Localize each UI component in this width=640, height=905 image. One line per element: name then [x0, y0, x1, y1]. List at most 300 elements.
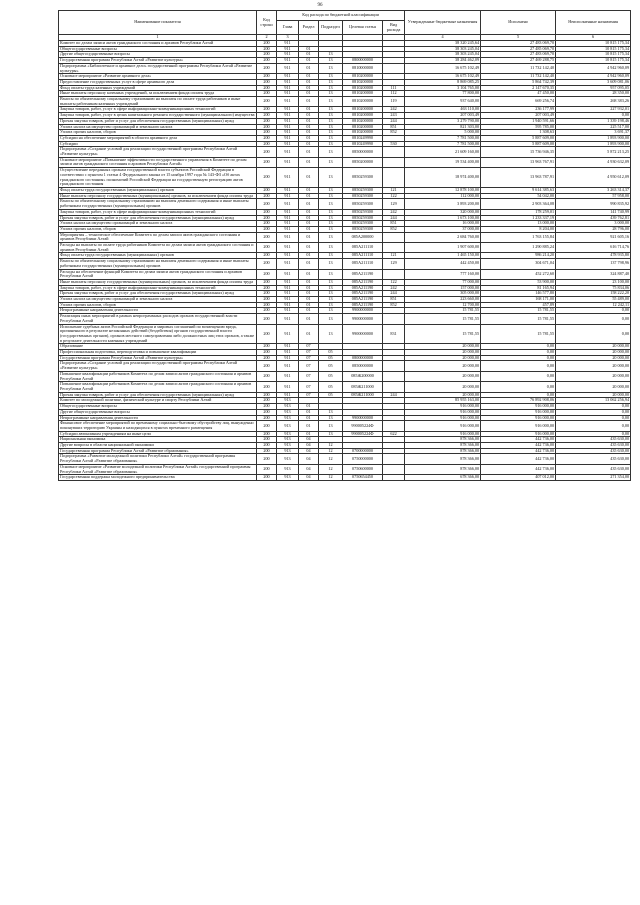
row-approved: 16 675 102,49: [405, 74, 481, 80]
row-executed: 11 732 142,40: [481, 74, 556, 80]
row-unexecuted: 10 815 175,34: [556, 41, 631, 47]
row-razdel: 01: [299, 269, 319, 279]
row-vid: 242: [383, 107, 405, 113]
row-celevaya: 085A211190: [343, 285, 383, 291]
row-podrazdel: 13: [319, 74, 343, 80]
row-vid: 242: [383, 285, 405, 291]
row-glava: 911: [277, 91, 299, 97]
row-vid: [383, 63, 405, 73]
row-name: Непрограммные направления деятельности: [59, 308, 257, 314]
row-celevaya: 085A211110: [343, 259, 383, 269]
row-code: 200: [257, 215, 277, 221]
row-name: Уплата налога на имущество организаций и земельного налога: [59, 124, 257, 130]
row-podrazdel: 13: [319, 193, 343, 199]
row-executed: 442 736,00: [481, 454, 556, 464]
row-code: 200: [257, 135, 277, 141]
row-approved: 1 673 100,00: [405, 215, 481, 221]
row-executed: 452 272,60: [481, 269, 556, 279]
row-razdel: 01: [299, 232, 319, 242]
row-razdel: 04: [299, 443, 319, 449]
row-executed: 0,00: [481, 344, 556, 350]
row-name: Подпрограмма «Создание условий для реализации государственной программы Республики Алтай «Развитие культуры»: [59, 147, 257, 157]
row-podrazdel: 13: [319, 243, 343, 253]
row-razdel: 01: [299, 243, 319, 253]
row-executed: 13 963 787,91: [481, 168, 556, 188]
row-approved: 916 000,00: [405, 421, 481, 431]
row-vid: 119: [383, 97, 405, 107]
row-name: Подпрограмма «Библиотечное и архивное дело» государственной программы Республики Алтай «Развитие культуры»: [59, 63, 257, 73]
header-name: Наименование показателя: [59, 11, 257, 35]
row-approved: 3 104 765,00: [405, 85, 481, 91]
row-name: Комитет по делам записи актов гражданского состояния и архивов Республики Алтай: [59, 41, 257, 47]
row-glava: 911: [277, 259, 299, 269]
row-code: 200: [257, 409, 277, 415]
row-executed: 15 781,55: [481, 314, 556, 324]
row-approved: 12 700,00: [405, 302, 481, 308]
row-unexecuted: 137 798,96: [556, 259, 631, 269]
row-code: 200: [257, 475, 277, 481]
row-podrazdel: 05: [319, 392, 343, 398]
table-row: [59, 63, 631, 73]
table-row: [59, 454, 631, 464]
row-celevaya: 0850000000: [343, 361, 383, 371]
row-razdel: 01: [299, 415, 319, 421]
row-glava: 911: [277, 79, 299, 85]
row-name: Основное мероприятие «Развитие молодежной политики Республики Алтай» государственной программы Республики Алтай «Развитие образования»: [59, 464, 257, 474]
row-code: 200: [257, 168, 277, 188]
row-name: Государственная программа Республики Алтай «Развитие культуры»: [59, 58, 257, 64]
header-podrazdel: Подраздел: [319, 21, 343, 35]
row-approved: 19 534 400,00: [405, 157, 481, 167]
row-celevaya: 0850259300: [343, 193, 383, 199]
row-podrazdel: 13: [319, 232, 343, 242]
row-celevaya: 085A211190: [343, 291, 383, 297]
row-glava: 911: [277, 74, 299, 80]
row-vid: 851: [383, 221, 405, 227]
row-podrazdel: 13: [319, 124, 343, 130]
row-approved: 20 000,00: [405, 361, 481, 371]
row-unexecuted: 12 242,11: [556, 302, 631, 308]
row-celevaya: 0850259300: [343, 226, 383, 232]
row-celevaya: 0800000000: [343, 58, 383, 64]
row-executed: 986 214,20: [481, 253, 556, 259]
row-razdel: 07: [299, 371, 319, 381]
row-glava: 911: [277, 361, 299, 371]
row-approved: 916 000,00: [405, 404, 481, 410]
row-celevaya: 0700000000: [343, 448, 383, 454]
row-name: Осуществление переданных органам государственной власти субъектов Российской Федерации в соответствии с пунктом 1 статьи 4 Федерального закона от 15 ноября 1997 года № 143-ФЗ «Об актах гражданского состояния» полномочий Российской Федерации на государственную регистрацию актов гражданского состояния: [59, 168, 257, 188]
row-glava: 911: [277, 118, 299, 124]
row-code: 200: [257, 443, 277, 449]
row-vid: [383, 269, 405, 279]
row-executed: 916 000,00: [481, 409, 556, 415]
row-approved: 16 675 102,49: [405, 63, 481, 73]
row-podrazdel: 12: [319, 464, 343, 474]
row-code: 200: [257, 58, 277, 64]
row-executed: 1 940 591,66: [481, 118, 556, 124]
row-vid: 851: [383, 124, 405, 130]
row-celevaya: 085Ж200000: [343, 371, 383, 381]
row-name: Государственная программа Республики Алтай «Развитие образования»: [59, 448, 257, 454]
row-approved: 821 303,00: [405, 124, 481, 130]
row-code: 200: [257, 302, 277, 308]
row-podrazdel: 13: [319, 199, 343, 209]
row-unexecuted: 75 834,06: [556, 285, 631, 291]
table-row: [59, 421, 631, 431]
row-unexecuted: 435 630,00: [556, 448, 631, 454]
row-podrazdel: 13: [319, 253, 343, 259]
row-code: 200: [257, 259, 277, 269]
row-vid: 622: [383, 431, 405, 437]
row-unexecuted: 0,00: [556, 409, 631, 415]
row-unexecuted: 435 630,00: [556, 437, 631, 443]
row-celevaya: 0810200000: [343, 107, 383, 113]
row-approved: 1 465 150,00: [405, 253, 481, 259]
row-approved: 937 640,00: [405, 97, 481, 107]
row-celevaya: 9900000000: [343, 308, 383, 314]
row-executed: 27 485 069,70: [481, 46, 556, 52]
row-glava: 911: [277, 314, 299, 324]
row-code: 200: [257, 404, 277, 410]
row-code: 200: [257, 187, 277, 193]
row-glava: 911: [277, 46, 299, 52]
row-razdel: 01: [299, 135, 319, 141]
row-celevaya: 0750000000: [343, 454, 383, 464]
row-podrazdel: 13: [319, 291, 343, 297]
row-podrazdel: 13: [319, 215, 343, 221]
table-row: [59, 243, 631, 253]
row-podrazdel: 13: [319, 226, 343, 232]
row-approved: 305 000,00: [405, 291, 481, 297]
row-razdel: 01: [299, 79, 319, 85]
row-unexecuted: 3 000,00: [556, 221, 631, 227]
row-unexecuted: 20 000,00: [556, 350, 631, 356]
row-celevaya: 085A211110: [343, 243, 383, 253]
row-celevaya: 0810249990: [343, 135, 383, 141]
row-glava: 913: [277, 443, 299, 449]
row-glava: 911: [277, 199, 299, 209]
row-executed: 916 000,00: [481, 431, 556, 437]
header-celevaya: Целевая статья: [343, 21, 383, 35]
row-code: 200: [257, 232, 277, 242]
row-executed: 47 450,00: [481, 91, 556, 97]
row-code: 200: [257, 398, 277, 404]
row-glava: 913: [277, 448, 299, 454]
row-name: Закупка товаров, работ, услуг в целях капитального ремонта государственного (муниципального) имущества: [60, 112, 255, 118]
row-approved: 16 000,00: [405, 221, 481, 227]
row-executed: 207 003,49: [481, 113, 556, 119]
row-glava: 913: [277, 464, 299, 474]
row-code: 200: [257, 107, 277, 113]
row-razdel: 01: [299, 279, 319, 285]
row-name: Иные выплаты персоналу казенных учреждений, за исключением фонда оплаты труда: [59, 91, 257, 97]
row-vid: [383, 168, 405, 188]
row-podrazdel: 13: [319, 58, 343, 64]
row-podrazdel: 05: [319, 361, 343, 371]
row-vid: [383, 157, 405, 167]
row-razdel: 01: [299, 314, 319, 324]
row-approved: 20 000,00: [405, 355, 481, 361]
row-approved: 3 893 200,00: [405, 199, 481, 209]
row-code: 200: [257, 454, 277, 464]
row-podrazdel: 13: [319, 79, 343, 85]
row-podrazdel: 13: [319, 63, 343, 73]
row-name: Прочая закупка товаров, работ и услуг для обеспечения государственных (муниципальных) нужд: [59, 291, 257, 297]
row-executed: 0,00: [481, 371, 556, 381]
row-podrazdel: 12: [319, 475, 343, 481]
row-glava: 911: [277, 355, 299, 361]
row-unexecuted: 0,00: [556, 415, 631, 421]
row-celevaya: 0800000000: [343, 355, 383, 361]
row-approved: 207 003,49: [405, 113, 481, 119]
row-name: Основное мероприятие «Повышение эффективности государственного управления в Комитете по делам записи актов гражданского состояния и архивов Республики Алтай»: [59, 157, 257, 167]
row-razdel: 01: [299, 421, 319, 431]
row-glava: 911: [277, 124, 299, 130]
row-executed: 0,00: [481, 392, 556, 398]
row-unexecuted: 55 489,00: [556, 297, 631, 303]
row-executed: 0,00: [481, 361, 556, 371]
row-name: Прочая закупка товаров, работ и услуг для обеспечения государственных (муниципальных) нужд: [59, 215, 257, 221]
table-row: [59, 232, 631, 242]
row-approved: 678 366,00: [405, 475, 481, 481]
row-name: Реализация иных мероприятий в рамках непрограммных расходов органов государственной власти Республики Алтай: [59, 314, 257, 324]
row-podrazdel: 13: [319, 314, 343, 324]
row-name: Основное мероприятие «Развитие архивного дела»: [59, 74, 257, 80]
column-number: 4: [405, 35, 481, 41]
row-glava: 911: [277, 308, 299, 314]
table-row: [59, 157, 631, 167]
row-unexecuted: 10 815 175,34: [556, 58, 631, 64]
row-vid: 852: [383, 226, 405, 232]
row-razdel: 01: [299, 63, 319, 73]
row-razdel: 04: [299, 475, 319, 481]
row-code: 200: [257, 79, 277, 85]
row-glava: 913: [277, 404, 299, 410]
row-unexecuted: 616 714,76: [556, 243, 631, 253]
row-code: 200: [257, 361, 277, 371]
row-executed: 27 483 069,70: [481, 41, 556, 47]
row-executed: 442 736,00: [481, 443, 556, 449]
row-approved: 878 366,00: [405, 437, 481, 443]
row-name: Уплата прочих налогов, сборов: [59, 226, 257, 232]
row-podrazdel: 13: [319, 221, 343, 227]
row-executed: 407 012,00: [481, 475, 556, 481]
row-vid: 852: [383, 302, 405, 308]
table-row: [59, 269, 631, 279]
row-glava: 911: [277, 302, 299, 308]
header-razdel: Раздел: [299, 21, 319, 35]
row-unexecuted: 4 950 612,09: [556, 168, 631, 188]
row-unexecuted: 20 000,00: [556, 371, 631, 381]
row-razdel: 01: [299, 157, 319, 167]
row-approved: 15 781,55: [405, 314, 481, 324]
row-podrazdel: 12: [319, 448, 343, 454]
table-row: [59, 382, 631, 392]
row-podrazdel: 13: [319, 107, 343, 113]
row-glava: 913: [277, 409, 299, 415]
row-code: 200: [257, 392, 277, 398]
row-name: Уплата налога на имущество организаций и земельного налога: [59, 297, 257, 303]
row-celevaya: 990005224Ф: [343, 421, 383, 431]
row-approved: 8 869 085,25: [405, 79, 481, 85]
row-name: Прочая закупка товаров, работ и услуг для обеспечения государственных (муниципальных) нужд: [59, 118, 257, 124]
row-unexecuted: 435 630,00: [556, 454, 631, 464]
row-podrazdel: 05: [319, 371, 343, 381]
row-unexecuted: 1 893 900,00: [556, 135, 631, 141]
row-executed: 1 308,63: [481, 130, 556, 136]
row-celevaya: 0850259300: [343, 209, 383, 215]
row-podrazdel: 13: [319, 421, 343, 431]
row-unexecuted: 23 100,00: [556, 279, 631, 285]
row-vid: 129: [383, 259, 405, 269]
row-executed: 2 147 670,35: [481, 85, 556, 91]
row-code: 200: [257, 382, 277, 392]
row-podrazdel: 12: [319, 454, 343, 464]
row-unexecuted: 478 935,80: [556, 253, 631, 259]
table-row: [59, 168, 631, 188]
row-glava: 911: [277, 141, 299, 147]
row-podrazdel: 05: [319, 350, 343, 356]
row-podrazdel: 13: [319, 324, 343, 344]
row-glava: 911: [277, 85, 299, 91]
row-vid: 530: [383, 141, 405, 147]
row-vid: 831: [383, 324, 405, 344]
row-glava: 911: [277, 232, 299, 242]
row-executed: 13 963 767,91: [481, 157, 556, 167]
row-name: Мероприятия – техническое обеспечение Комитета по делам записи актов гражданского состояния и архивов Республики Алтай: [59, 232, 257, 242]
row-podrazdel: 13: [319, 209, 343, 215]
row-code: 200: [257, 124, 277, 130]
row-code: 200: [257, 52, 277, 58]
row-razdel: 07: [299, 355, 319, 361]
budget-execution-table: [58, 10, 631, 481]
row-podrazdel: 13: [319, 97, 343, 107]
row-code: 200: [257, 118, 277, 124]
row-razdel: 01: [299, 226, 319, 232]
row-celevaya: 0810200000: [343, 85, 383, 91]
table-row: [59, 475, 631, 481]
row-glava: 911: [277, 157, 299, 167]
row-celevaya: 085Ж211000: [343, 392, 383, 398]
row-approved: 20 000,00: [405, 350, 481, 356]
row-razdel: 01: [299, 324, 319, 344]
row-glava: 911: [277, 297, 299, 303]
table-row: [59, 361, 631, 371]
row-podrazdel: 13: [319, 52, 343, 58]
row-approved: 777 160,00: [405, 269, 481, 279]
row-podrazdel: 13: [319, 302, 343, 308]
row-razdel: 01: [299, 141, 319, 147]
row-glava: 911: [277, 58, 299, 64]
row-razdel: 01: [299, 97, 319, 107]
row-unexecuted: 57 958,00: [556, 193, 631, 199]
row-celevaya: 085A211190: [343, 279, 383, 285]
row-approved: 223 660,00: [405, 297, 481, 303]
row-unexecuted: 0,00: [556, 431, 631, 437]
row-celevaya: 0810200000: [343, 130, 383, 136]
row-name: Другие общегосударственные вопросы: [59, 409, 257, 415]
row-executed: 916 000,00: [481, 415, 556, 421]
row-unexecuted: 20 000,00: [556, 392, 631, 398]
row-razdel: 01: [299, 302, 319, 308]
row-unexecuted: 158 222,20: [556, 291, 631, 297]
row-approved: 5 000,00: [405, 130, 481, 136]
row-celevaya: 0750600000: [343, 464, 383, 474]
row-approved: 77 000,00: [405, 279, 481, 285]
row-unexecuted: 0,00: [556, 113, 631, 119]
row-code: 200: [257, 113, 277, 119]
row-vid: [383, 232, 405, 242]
row-name: Повышение квалификации работников Комитета по делам записи актов гражданского состояния и архивов Республики Алтай: [59, 382, 257, 392]
row-celevaya: 9900000000: [343, 415, 383, 421]
row-approved: 38 303 245,04: [405, 46, 481, 52]
row-glava: 911: [277, 168, 299, 188]
row-podrazdel: 13: [319, 135, 343, 141]
row-razdel: 01: [299, 124, 319, 130]
row-unexecuted: 3 691,37: [556, 130, 631, 136]
row-code: 200: [257, 209, 277, 215]
row-razdel: 07: [299, 361, 319, 371]
row-executed: 595 785,00: [481, 124, 556, 130]
row-unexecuted: 28 796,00: [556, 226, 631, 232]
row-glava: 911: [277, 113, 299, 119]
row-code: 200: [257, 243, 277, 253]
row-approved: 916 000,00: [405, 415, 481, 421]
row-glava: 911: [277, 243, 299, 253]
row-approved: 463 110,00: [405, 107, 481, 113]
column-number: 2: [257, 35, 277, 41]
row-approved: 320 000,00: [405, 209, 481, 215]
table-row: [59, 371, 631, 381]
row-executed: 236 177,99: [481, 107, 556, 113]
row-executed: 916 000,00: [481, 404, 556, 410]
row-podrazdel: 13: [319, 85, 343, 91]
row-razdel: 01: [299, 409, 319, 415]
row-glava: 911: [277, 382, 299, 392]
row-executed: 76 892 908,06: [481, 398, 556, 404]
row-razdel: 01: [299, 209, 319, 215]
row-unexecuted: 13 062 256,94: [556, 398, 631, 404]
row-name: Субсидии автономным учреждениям на иные цели: [59, 431, 257, 437]
row-executed: 5 864 742,39: [481, 79, 556, 85]
row-executed: 5 887 609,00: [481, 141, 556, 147]
row-name: Иные выплаты персоналу государственных (муниципальных) органов, за исключением фонда оплаты труда: [59, 193, 257, 199]
row-podrazdel: 13: [319, 279, 343, 285]
row-celevaya: 085A200000: [343, 232, 383, 242]
row-celevaya: 085A211190: [343, 269, 383, 279]
row-name: Уплата прочих налогов, сборов: [59, 130, 257, 136]
row-unexecuted: 435 630,00: [556, 443, 631, 449]
row-name: Исполнение судебных актов Российской Федерации и мировых соглашений по возмещению вреда, причиненного в результате незаконных действий (бездействия) органов государственной власти (государственных органов), органов местного самоуправления либо должностных лиц этих органов, а также в результате деятельности казенных учреждений: [59, 324, 257, 344]
row-vid: 112: [383, 91, 405, 97]
row-name: Расходы на выплаты по оплате труда работников Комитета по делам записи актов гражданского состояния и архивов Республики Алтай: [59, 243, 257, 253]
table-row: [59, 97, 631, 107]
row-name: Фонд оплаты труда государственных (муниципальных) органов: [59, 187, 257, 193]
row-name: Закупка товаров, работ, услуг в сфере информационно-коммуникационных технологий: [59, 285, 257, 291]
row-name: Финансовое обеспечение мероприятий по временному социально-бытовому обустройству лиц, вынужденно покинувших территорию Украины и находящихся в пунктах временного размещения: [59, 421, 257, 431]
row-unexecuted: 439 762,81: [556, 215, 631, 221]
row-code: 200: [257, 91, 277, 97]
row-glava: 911: [277, 97, 299, 107]
row-unexecuted: 921 605,16: [556, 232, 631, 242]
row-vid: 121: [383, 253, 405, 259]
header-code: Код строки: [257, 11, 277, 35]
row-glava: 911: [277, 63, 299, 73]
row-approved: 878 366,00: [405, 448, 481, 454]
row-unexecuted: 324 887,40: [556, 269, 631, 279]
row-vid: [383, 371, 405, 381]
row-approved: 77 800,00: [405, 91, 481, 97]
